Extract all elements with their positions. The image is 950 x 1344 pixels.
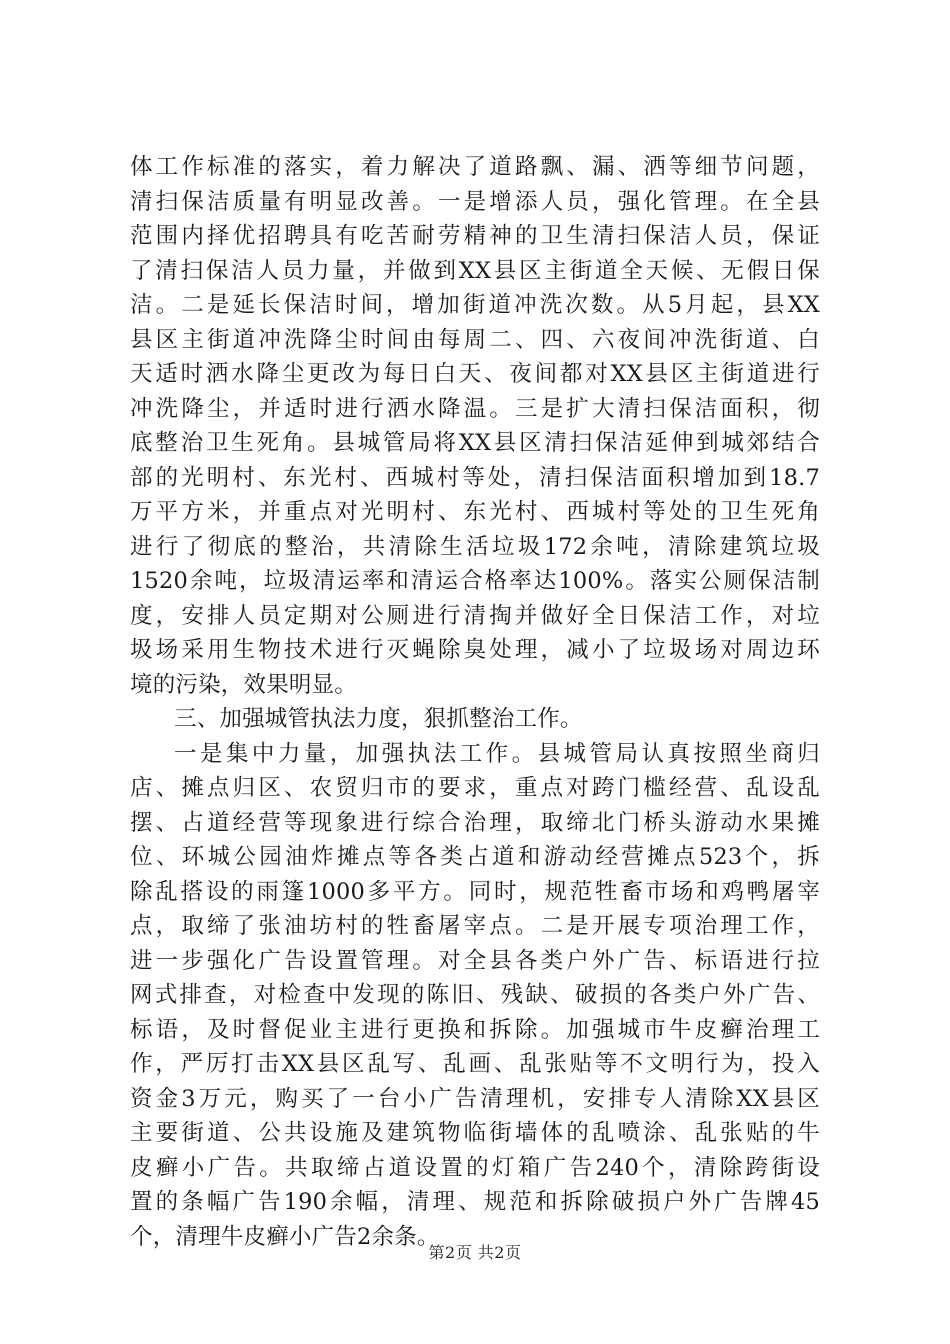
text-line: 县区主街道冲洗降尘时间由每周二、四、六夜间冲洗街道、白 [130,326,820,353]
text-line: 店、摊点归区、农贸归市的要求，重点对跨门槛经营、乱设乱 [130,775,820,801]
text-line: 部的光明村、东光村、西城村等处，清扫保洁面积增加到18.7 [130,464,820,491]
page-footer [0,1240,950,1263]
text-line: 范围内择优招聘具有吃苦耐劳精神的卫生清扫保洁人员，保证 [130,223,820,249]
text-line: 进行了彻底的整治，共清除生活垃圾172余吨，清除建筑垃圾 [130,533,820,560]
text-line: 进一步强化广告设置管理。对全县各类户外广告、标语进行拉 [130,947,820,974]
text-line: 境的污染，效果明显。 [130,671,358,698]
text-line: 网式排查，对检查中发现的陈旧、残缺、破损的各类户外广告、 [130,982,820,1008]
text-line: 度，安排人员定期对公厕进行清掏并做好全日保洁工作，对垃 [130,602,820,629]
text-line: 清扫保洁质量有明显改善。一是增添人员，强化管理。在全县 [130,188,820,215]
text-line: 冲洗降尘，并适时进行洒水降温。三是扩大清扫保洁面积，彻 [130,395,820,422]
text-line: 主要街道、公共设施及建筑物临街墙体的乱喷涂、乱张贴的牛 [130,1120,820,1146]
text-line: 摆、占道经营等现象进行综合治理，取缔北门桥头游动水果摊 [130,809,820,836]
text-line: 了清扫保洁人员力量，并做到XX县区主街道全天候、无假日保 [130,257,820,284]
text-line: 一是集中力量，加强执法工作。县城管局认真按照坐商归 [174,740,820,767]
text-line: 点，取缔了张油坊村的牲畜屠宰点。二是开展专项治理工作， [130,913,820,939]
text-line: 置的条幅广告190余幅，清理、规范和拆除破损户外广告牌45 [130,1189,820,1215]
text-line: 位、环城公园油炸摊点等各类占道和游动经营摊点523个，拆 [130,844,820,870]
text-line: 皮癣小广告。共取缔占道设置的灯箱广告240个，清除跨街设 [130,1154,820,1181]
page-number: 第2页 共2页 [428,1243,522,1262]
text-line: 1520余吨，垃圾清运率和清运合格率达100%。落实公厕保洁制 [130,568,820,594]
text-line: 资金3万元，购买了一台小广告清理机，安排专人清除XX县区 [130,1085,820,1112]
text-line: 圾场采用生物技术进行灭蝇除臭处理，减小了垃圾场对周边环 [130,637,820,663]
paragraph-enforcement [130,737,820,1255]
document-body [130,150,820,1254]
text-line: 个，清理牛皮癣小广告2余条。 [130,1223,440,1250]
text-line: 作，严厉打击XX县区乱写、乱画、乱张贴等不文明行为，投入 [130,1051,820,1077]
text-line: 万平方米，并重点对光明村、东光村、西城村等处的卫生死角 [130,499,820,525]
text-line: 除乱搭设的雨篷1000多平方。同时，规范牲畜市场和鸡鸭屠宰 [130,878,820,905]
text-line: 洁。二是延长保洁时间，增加街道冲洗次数。从5月起，县XX [130,292,820,318]
text-line: 天适时洒水降尘更改为每日白天、夜间都对XX县区主街道进行 [130,361,820,387]
section-heading-3: 三、加强城管执法力度，狠抓整治工作。 [174,706,583,732]
text-line: 体工作标准的落实，着力解决了道路飘、漏、洒等细节问题， [130,154,820,180]
text-line: 标语，及时督促业主进行更换和拆除。加强城市牛皮癣治理工 [130,1016,820,1043]
paragraph-sanitation [130,150,820,702]
text-line: 底整治卫生死角。县城管局将XX县区清扫保洁延伸到城郊结合 [130,430,820,456]
